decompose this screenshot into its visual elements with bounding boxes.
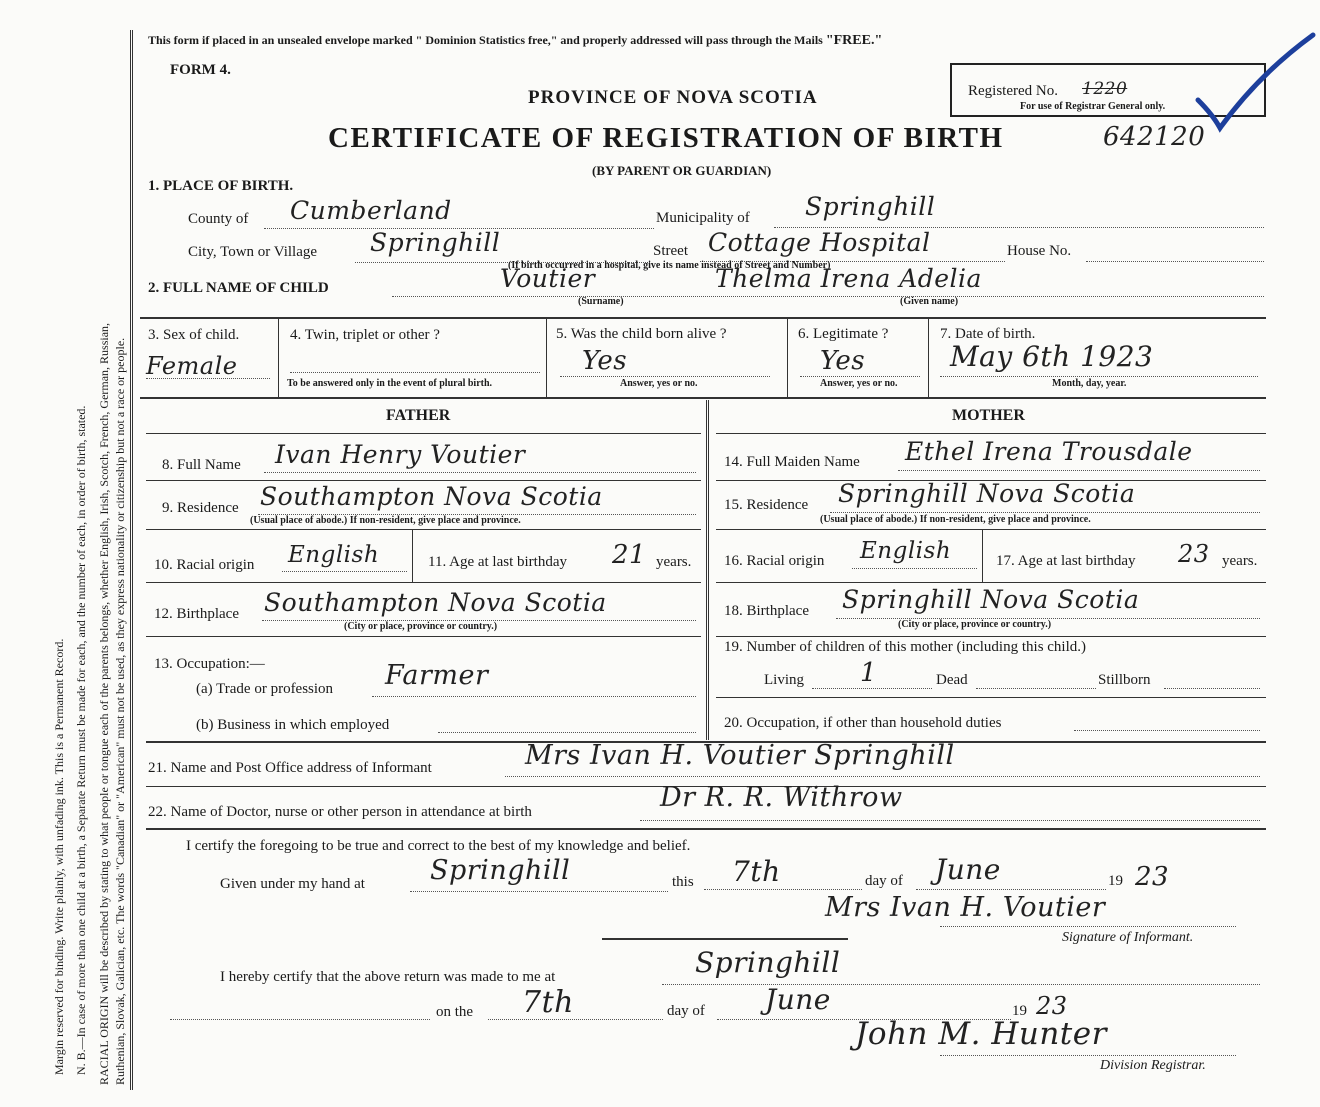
registrar-place-value: Springhill: [695, 946, 841, 979]
sex-label: 3. Sex of child.: [148, 327, 240, 343]
father-name-label: 8. Full Name: [162, 457, 241, 473]
father-residence-value: Southampton Nova Scotia: [260, 482, 603, 511]
legitimate-note: Answer, yes or no.: [820, 378, 898, 389]
mother-residence-note: (Usual place of abode.) If non-resident, give place and province.: [820, 514, 1091, 525]
dead-label: Dead: [936, 672, 968, 688]
informant-value: Mrs Ivan H. Voutier Springhill: [525, 740, 955, 771]
on-the-label: on the: [436, 1004, 474, 1020]
certificate-number: 642120: [1103, 122, 1206, 152]
house-number-label: House No.: [1007, 243, 1072, 259]
child-surname: Voutier: [500, 264, 596, 293]
father-race-label: 10. Racial origin: [154, 557, 255, 573]
given-under-label: Given under my hand at: [220, 876, 365, 892]
county-label: County of: [188, 211, 249, 227]
child-given-name: Thelma Irena Adelia: [715, 264, 982, 293]
given-month-value: June: [935, 853, 1001, 886]
legitimate-label: 6. Legitimate ?: [798, 326, 889, 342]
dob-label: 7. Date of birth.: [940, 326, 1036, 342]
given-place-value: Springhill: [430, 855, 571, 886]
registered-value: 1220: [1082, 79, 1128, 99]
day-of-label: day of: [865, 873, 903, 889]
registrar-month-value: June: [765, 983, 831, 1016]
child-name-label: 2. FULL NAME OF CHILD: [148, 280, 329, 296]
mother-birthplace-value: Springhill Nova Scotia: [842, 585, 1140, 614]
father-residence-note: (Usual place of abode.) If non-resident, give place and province.: [250, 515, 521, 526]
registrar-day-of-label: day of: [667, 1003, 705, 1019]
registrar-statement: I hereby certify that the above return was made to me at: [220, 969, 556, 985]
twin-note: To be answered only in the event of plural birth.: [287, 378, 493, 389]
business-label: (b) Business in which employed: [196, 717, 390, 733]
sex-value: Female: [146, 352, 238, 380]
registrar-year-suffix: 23: [1036, 992, 1068, 1020]
municipality-value: Springhill: [805, 192, 936, 221]
living-label: Living: [764, 672, 804, 688]
margin-rule: [130, 30, 133, 1090]
trade-value: Farmer: [385, 660, 489, 691]
margin-note-4: Ruthenian, Slovak, Galician, etc. The words "Canadian" or "American" must not be used, as they express nationality or citizenship but not a race or people.: [113, 337, 127, 1085]
province-heading: PROVINCE OF NOVA SCOTIA: [528, 87, 818, 108]
registered-note: For use of Registrar General only.: [1020, 101, 1166, 112]
occupation-label: 13. Occupation:—: [154, 656, 265, 672]
dob-value: May 6th 1923: [950, 340, 1154, 373]
mother-age-label: 17. Age at last birthday: [996, 553, 1136, 569]
certify-statement: I certify the foregoing to be true and correct to the best of my knowledge and belief.: [186, 838, 691, 854]
certificate-title: CERTIFICATE OF REGISTRATION OF BIRTH: [328, 122, 1004, 154]
check-mark-icon: [1188, 30, 1318, 140]
stillborn-label: Stillborn: [1098, 672, 1151, 688]
father-age-label: 11. Age at last birthday: [428, 554, 567, 570]
mail-note-free: "FREE.": [825, 33, 883, 48]
given-year-prefix: 19: [1108, 873, 1123, 889]
surname-note: (Surname): [578, 296, 624, 307]
informant-signature: Mrs Ivan H. Voutier: [825, 892, 1106, 923]
street-value: Cottage Hospital: [708, 228, 931, 257]
registrar-signature-label: Division Registrar.: [1100, 1058, 1206, 1073]
given-day-value: 7th: [732, 855, 781, 888]
county-value: Cumberland: [290, 196, 452, 225]
father-residence-label: 9. Residence: [162, 500, 239, 516]
informant-signature-label: Signature of Informant.: [1062, 930, 1194, 945]
mail-note: [148, 33, 882, 49]
registrar-day-value: 7th: [522, 985, 574, 1020]
mother-name-value: Ethel Irena Trousdale: [905, 437, 1193, 466]
mother-heading: MOTHER: [952, 407, 1025, 424]
doctor-value: Dr R. R. Withrow: [660, 782, 903, 813]
this-label: this: [672, 874, 694, 890]
given-name-note: (Given name): [900, 296, 959, 307]
mother-name-label: 14. Full Maiden Name: [724, 454, 860, 470]
mother-birthplace-note: (City or place, province or country.): [898, 619, 1052, 630]
margin-note-1: Margin reserved for binding. Write plainly, with unfading ink. This is a Permanent Record.: [52, 638, 66, 1075]
mother-age-value: 23: [1178, 540, 1210, 568]
mother-birthplace-label: 18. Birthplace: [724, 603, 809, 619]
city-value: Springhill: [370, 228, 501, 257]
doctor-label: 22. Name of Doctor, nurse or other person in attendance at birth: [148, 804, 532, 820]
municipality-label: Municipality of: [656, 210, 750, 226]
subtitle: (BY PARENT OR GUARDIAN): [592, 163, 772, 178]
dob-note: Month, day, year.: [1052, 378, 1127, 389]
alive-label: 5. Was the child born alive ?: [556, 326, 727, 342]
father-heading: FATHER: [386, 407, 451, 424]
margin-note-3: RACIAL ORIGIN will be described by stating to what people or tongue each of the parents belongs, whether English, Irish, Scotch, French, German, Russian,: [97, 322, 111, 1085]
given-year-suffix: 23: [1135, 862, 1170, 892]
living-value: 1: [860, 658, 878, 688]
father-birthplace-value: Southampton Nova Scotia: [264, 588, 607, 617]
mother-residence-label: 15. Residence: [724, 497, 809, 513]
margin-note-2: N. B.—In case of more than one child at a birth, a Separate Return must be made for each, and the number of each, in order of birth, stated.: [74, 405, 88, 1075]
mother-race-value: English: [860, 538, 952, 564]
alive-value: Yes: [582, 346, 628, 376]
mail-note-text: This form if placed in an unsealed envelope marked " Dominion Statistics free," and properly addressed will pass through the Mails: [148, 33, 823, 47]
mother-age-unit: years.: [1222, 553, 1258, 569]
twin-label: 4. Twin, triplet or other ?: [290, 327, 440, 343]
father-birthplace-label: 12. Birthplace: [154, 606, 239, 622]
father-name-value: Ivan Henry Voutier: [275, 440, 526, 469]
trade-label: (a) Trade or profession: [196, 681, 334, 697]
registrar-year-prefix: 19: [1012, 1003, 1027, 1019]
city-label: City, Town or Village: [188, 244, 318, 260]
children-count-label: 19. Number of children of this mother (including this child.): [724, 639, 1087, 655]
informant-label: 21. Name and Post Office address of Informant: [148, 760, 432, 776]
legitimate-value: Yes: [820, 346, 866, 376]
father-race-value: English: [288, 542, 380, 568]
registered-label: Registered No.: [968, 83, 1058, 99]
father-birthplace-note: (City or place, province or country.): [344, 621, 498, 632]
form-number: FORM 4.: [170, 62, 231, 78]
father-age-unit: years.: [656, 554, 692, 570]
mother-race-label: 16. Racial origin: [724, 553, 825, 569]
registrar-signature: John M. Hunter: [855, 1016, 1107, 1052]
alive-note: Answer, yes or no.: [620, 378, 698, 389]
place-of-birth-heading: 1. PLACE OF BIRTH.: [148, 178, 294, 194]
hospital-note: (If birth occurred in a hospital, give its name instead of Street and Number): [508, 260, 831, 271]
mother-occupation-label: 20. Occupation, if other than household duties: [724, 715, 1002, 731]
street-label: Street: [653, 243, 688, 259]
mother-residence-value: Springhill Nova Scotia: [838, 479, 1136, 508]
father-age-value: 21: [612, 540, 647, 570]
